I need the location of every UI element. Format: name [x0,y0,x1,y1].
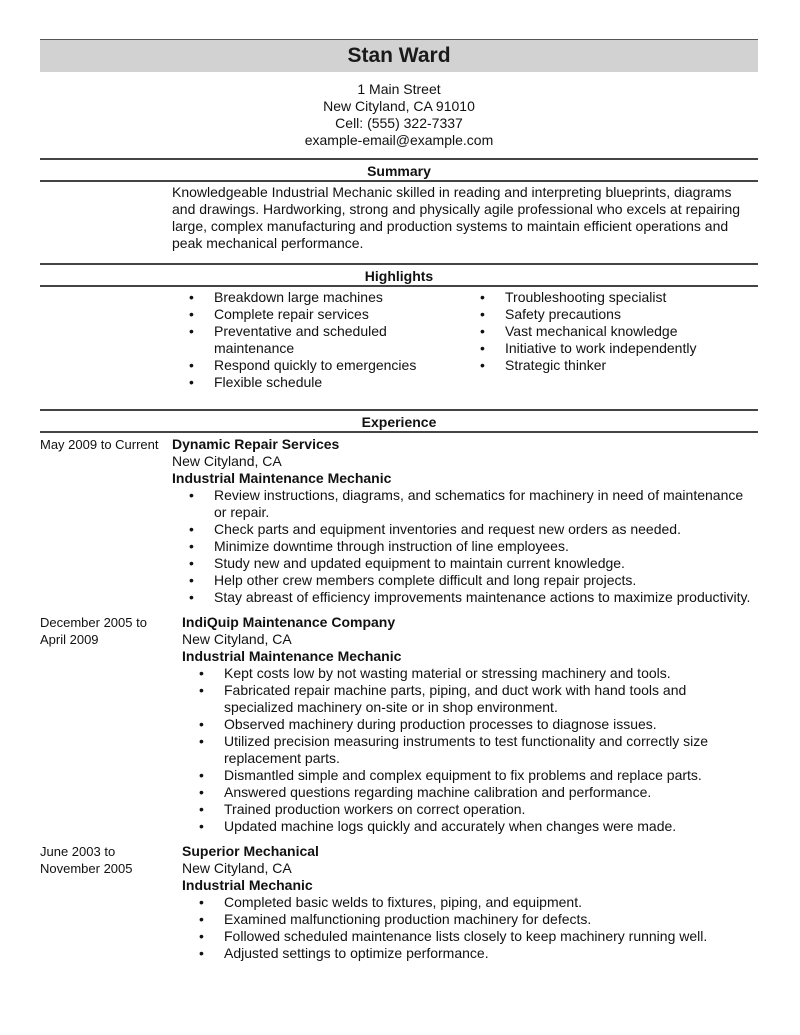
bullet-icon: • [189,589,194,605]
list-item [182,911,758,928]
list-item [172,572,758,589]
bullet-icon: • [199,928,204,944]
highlights-block [172,289,758,391]
bullet-icon: • [189,572,194,588]
email-line: example-email@example.com [304,132,494,148]
bullet-icon: • [480,323,485,339]
list-item [172,521,758,538]
job-location: New Cityland, CA [182,860,292,876]
list-item-text: Check parts and equipment inventories and request new orders as needed. [214,521,681,537]
highlights-right-column [465,289,758,391]
phone-line: Cell: (555) 322-7337 [335,115,463,131]
list-item-text: Followed scheduled maintenance lists closely to keep machinery running well. [224,928,708,944]
list-item [465,340,758,357]
list-item-text: Help other crew members complete difficult and long repair projects. [214,572,637,588]
name-banner [40,39,758,72]
city-line: New Cityland, CA 91010 [323,98,475,114]
list-item [182,767,758,784]
bullet-icon: • [199,682,204,698]
summary-text: Knowledgeable Industrial Mechanic skilled in reading and interpreting blueprints, diagrams and drawings. Hardworking, strong and physically agile professional who excels at repairing large, complex manufacturing and production systems to maintain efficient operations and peak mechanical performance. [172,184,741,251]
list-item [172,555,758,572]
list-item [182,784,758,801]
experience-entry [40,840,758,962]
job-title: Industrial Maintenance Mechanic [172,470,392,486]
list-item [172,289,465,306]
list-item-text: Kept costs low by not wasting material or stressing machinery and tools. [224,665,671,681]
list-item [172,306,465,323]
list-item [182,682,758,716]
list-item-text: Preventative and scheduled maintenance [214,323,387,356]
list-item-text: Complete repair services [214,306,369,322]
list-item-text: Flexible schedule [214,374,323,390]
list-item [182,818,758,835]
bullet-icon: • [199,767,204,783]
job-location: New Cityland, CA [182,631,292,647]
list-item-text: Study new and updated equipment to maintain current knowledge. [214,555,625,571]
bullet-icon: • [199,911,204,927]
list-item [465,306,758,323]
list-item [465,289,758,306]
job-dates: June 2003 to November 2005 [40,844,133,876]
list-item-text: Updated machine logs quickly and accurately when changes were made. [224,818,677,834]
contact-block [40,81,758,149]
list-item-text: Adjusted settings to optimize performance. [224,945,489,961]
bullet-icon: • [480,289,485,305]
list-item [182,665,758,682]
list-item [172,538,758,555]
experience-heading: Experience [40,409,758,433]
list-item-text: Observed machinery during production processes to diagnose issues. [224,716,657,732]
job-details [182,611,758,835]
list-item-text: Strategic thinker [505,357,607,373]
list-item-text: Vast mechanical knowledge [505,323,678,339]
list-item-text: Breakdown large machines [214,289,383,305]
bullet-icon: • [480,340,485,356]
list-item [182,928,758,945]
bullet-icon: • [199,945,204,961]
bullet-icon: • [189,374,194,390]
list-item [465,357,758,374]
list-item-text: Examined malfunctioning production machinery for defects. [224,911,592,927]
experience-entry [40,433,758,606]
resume-page [40,39,758,962]
list-item [182,733,758,767]
experience-entry [40,611,758,835]
job-details [172,433,758,606]
list-item-text: Respond quickly to emergencies [214,357,417,373]
list-item-text: Minimize downtime through instruction of line employees. [214,538,569,554]
list-item [182,945,758,962]
list-item-text: Answered questions regarding machine calibration and performance. [224,784,652,800]
job-duties [182,894,758,962]
list-item-text: Review instructions, diagrams, and schematics for machinery in need of maintenance or repair. [214,487,744,520]
bullet-icon: • [199,801,204,817]
address-line: 1 Main Street [357,81,441,97]
job-duties [182,665,758,835]
bullet-icon: • [199,818,204,834]
company-name: Dynamic Repair Services [172,436,340,452]
list-item [465,323,758,340]
list-item-text: Dismantled simple and complex equipment to fix problems and replace parts. [224,767,702,783]
job-title: Industrial Maintenance Mechanic [182,648,402,664]
list-item-text: Utilized precision measuring instruments to test functionality and correctly size replacement parts. [224,733,708,766]
bullet-icon: • [199,716,204,732]
list-item-text: Fabricated repair machine parts, piping, and duct work with hand tools and specialized machinery on-site or in shop environment. [224,682,687,715]
bullet-icon: • [189,289,194,305]
list-item [172,374,465,391]
bullet-icon: • [480,357,485,373]
list-item-text: Completed basic welds to fixtures, piping, and equipment. [224,894,582,910]
list-item [182,716,758,733]
list-item [182,894,758,911]
list-item [172,357,465,374]
bullet-icon: • [199,784,204,800]
bullet-icon: • [189,555,194,571]
bullet-icon: • [189,306,194,322]
bullet-icon: • [189,323,194,339]
list-item-text: Initiative to work independently [505,340,697,356]
bullet-icon: • [189,487,194,503]
candidate-name: Stan Ward [347,44,451,67]
experience-list [40,433,758,962]
job-dates: May 2009 to Current [40,437,159,452]
summary-heading: Summary [40,158,758,182]
bullet-icon: • [199,894,204,910]
job-title: Industrial Mechanic [182,877,313,893]
company-name: IndiQuip Maintenance Company [182,614,396,630]
list-item-text: Trained production workers on correct operation. [224,801,526,817]
list-item [172,487,758,521]
job-dates: December 2005 to April 2009 [40,615,147,647]
list-item-text: Troubleshooting specialist [505,289,667,305]
list-item-text: Stay abreast of efficiency improvements maintenance actions to maximize productivity. [214,589,751,605]
list-item-text: Safety precautions [505,306,621,322]
bullet-icon: • [189,521,194,537]
job-details [182,840,758,962]
list-item [172,323,465,357]
bullet-icon: • [199,665,204,681]
job-location: New Cityland, CA [172,453,282,469]
bullet-icon: • [199,733,204,749]
bullet-icon: • [189,538,194,554]
job-duties [172,487,758,606]
highlights-heading: Highlights [40,263,758,287]
bullet-icon: • [480,306,485,322]
list-item [172,589,758,606]
list-item [182,801,758,818]
highlights-left-column [172,289,465,391]
company-name: Superior Mechanical [182,843,319,859]
bullet-icon: • [189,357,194,373]
